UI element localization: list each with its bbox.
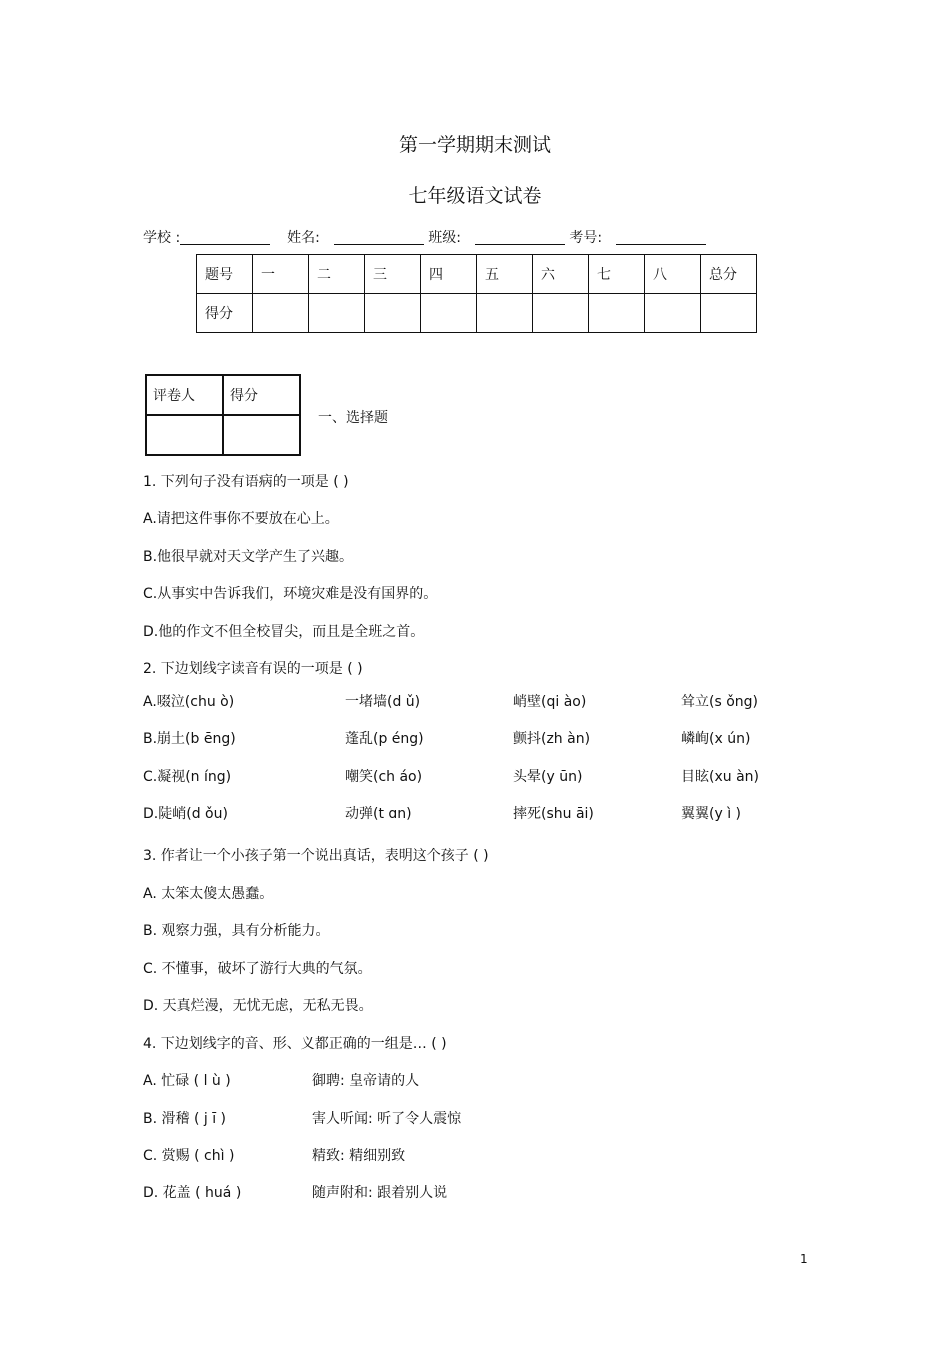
q2-a-2: 一堵墙(d ǔ) (345, 694, 421, 710)
class-label: 班级: (428, 230, 461, 246)
score-cell[interactable] (477, 294, 533, 333)
score-cell[interactable] (533, 294, 589, 333)
class-field[interactable] (475, 230, 565, 245)
q3-option-b[interactable]: B. 观察力强，具有分析能力。 (143, 923, 330, 939)
q3-option-a[interactable]: A. 太笨太傻太愚蠢。 (143, 886, 274, 902)
score-cell[interactable] (365, 294, 421, 333)
exam-subtitle: 七年级语文试卷 (408, 185, 542, 207)
score-value-row (197, 294, 757, 333)
exam-no-label: 考号: (569, 230, 603, 246)
q4-d-word[interactable]: D. 花盖 ( huá ) (143, 1185, 242, 1201)
q3-option-d[interactable]: D. 天真烂漫，无忧无虑，无私无畏。 (143, 998, 373, 1014)
table-cell: 八 (645, 255, 701, 294)
q2-b-1[interactable]: B.崩土(b ēng) (143, 731, 236, 747)
section-heading: 一、选择题 (318, 410, 388, 426)
score-cell[interactable] (701, 294, 757, 333)
table-cell: 五 (477, 255, 533, 294)
q1-option-c[interactable]: C.从事实中告诉我们，环境灾难是没有国界的。 (143, 586, 438, 602)
score-cell[interactable] (589, 294, 645, 333)
q3-stem: 3. 作者让一个小孩子第一个说出真话，表明这个孩子 ( ) (143, 848, 489, 864)
name-field[interactable] (334, 230, 424, 245)
q2-b-3: 颤抖(zh àn) (513, 731, 591, 747)
q2-c-3: 头晕(y ūn) (513, 769, 583, 785)
q2-stem: 2. 下边划线字读音有误的一项是 ( ) (143, 661, 363, 677)
table-cell: 七 (589, 255, 645, 294)
q4-b-def: 害人听闻: 听了令人震惊 (312, 1111, 462, 1127)
score-cell[interactable] (645, 294, 701, 333)
table-cell: 总分 (701, 255, 757, 294)
q1-option-b[interactable]: B.他很早就对天文学产生了兴趣。 (143, 549, 354, 565)
score-cell[interactable] (253, 294, 309, 333)
q2-a-3: 峭壁(qi ào) (513, 694, 587, 710)
q2-d-2: 动弹(t ɑn) (345, 806, 412, 822)
score-header-row (197, 255, 757, 294)
q2-d-1[interactable]: D.陡峭(d ǒu) (143, 806, 228, 822)
q4-c-word[interactable]: C. 赏赐 ( chì ) (143, 1148, 235, 1164)
score-table (196, 254, 757, 333)
table-cell: 二 (309, 255, 365, 294)
table-cell: 三 (365, 255, 421, 294)
school-label: 学校 : (143, 230, 181, 246)
table-cell: 一 (253, 255, 309, 294)
q1-option-a[interactable]: A.请把这件事你不要放在心上。 (143, 511, 339, 527)
q2-d-3: 摔死(shu āi) (513, 806, 594, 822)
page-number: 1 (800, 1252, 808, 1266)
student-info-line (143, 227, 706, 247)
q2-c-2: 嘲笑(ch áo) (345, 769, 423, 785)
q2-a-4: 耸立(s ǒng) (681, 694, 758, 710)
name-label: 姓名: (287, 230, 320, 246)
exam-title: 第一学期期末测试 (398, 134, 551, 156)
q2-c-1[interactable]: C.凝视(n íng) (143, 769, 232, 785)
q4-d-def: 随声附和: 跟着别人说 (312, 1185, 448, 1201)
grader-score-label: 得分 (223, 375, 300, 415)
grader-label: 评卷人 (146, 375, 223, 415)
q4-b-word[interactable]: B. 滑稽 ( j ī ) (143, 1111, 227, 1127)
q4-a-def: 御聘: 皇帝请的人 (312, 1073, 420, 1089)
table-cell: 六 (533, 255, 589, 294)
score-cell[interactable] (309, 294, 365, 333)
q4-a-word[interactable]: A. 忙碌 ( l ù ) (143, 1073, 231, 1089)
q2-b-2: 蓬乱(p éng) (345, 731, 424, 747)
grader-cell[interactable] (146, 415, 223, 455)
exam-no-field[interactable] (616, 230, 706, 245)
grader-score-cell[interactable] (223, 415, 300, 455)
table-cell: 四 (421, 255, 477, 294)
grader-table (145, 374, 301, 456)
q4-c-def: 精致: 精细别致 (312, 1148, 406, 1164)
q2-d-4: 翼翼(y ì ) (681, 806, 741, 822)
table-cell: 题号 (197, 255, 253, 294)
q1-stem: 1. 下列句子没有语病的一项是 ( ) (143, 474, 349, 490)
q4-stem: 4. 下边划线字的音、形、义都正确的一组是… ( ) (143, 1036, 447, 1052)
q1-option-d[interactable]: D.他的作文不但全校冒尖，而且是全班之首。 (143, 624, 425, 640)
q2-a-1[interactable]: A.啜泣(chu ò) (143, 694, 235, 710)
score-cell[interactable] (421, 294, 477, 333)
table-cell: 得分 (197, 294, 253, 333)
school-field[interactable] (180, 230, 270, 245)
q3-option-c[interactable]: C. 不懂事，破坏了游行大典的气氛。 (143, 961, 372, 977)
q2-b-4: 嶙峋(x ún) (681, 731, 751, 747)
q2-c-4: 目眩(xu àn) (681, 769, 759, 785)
